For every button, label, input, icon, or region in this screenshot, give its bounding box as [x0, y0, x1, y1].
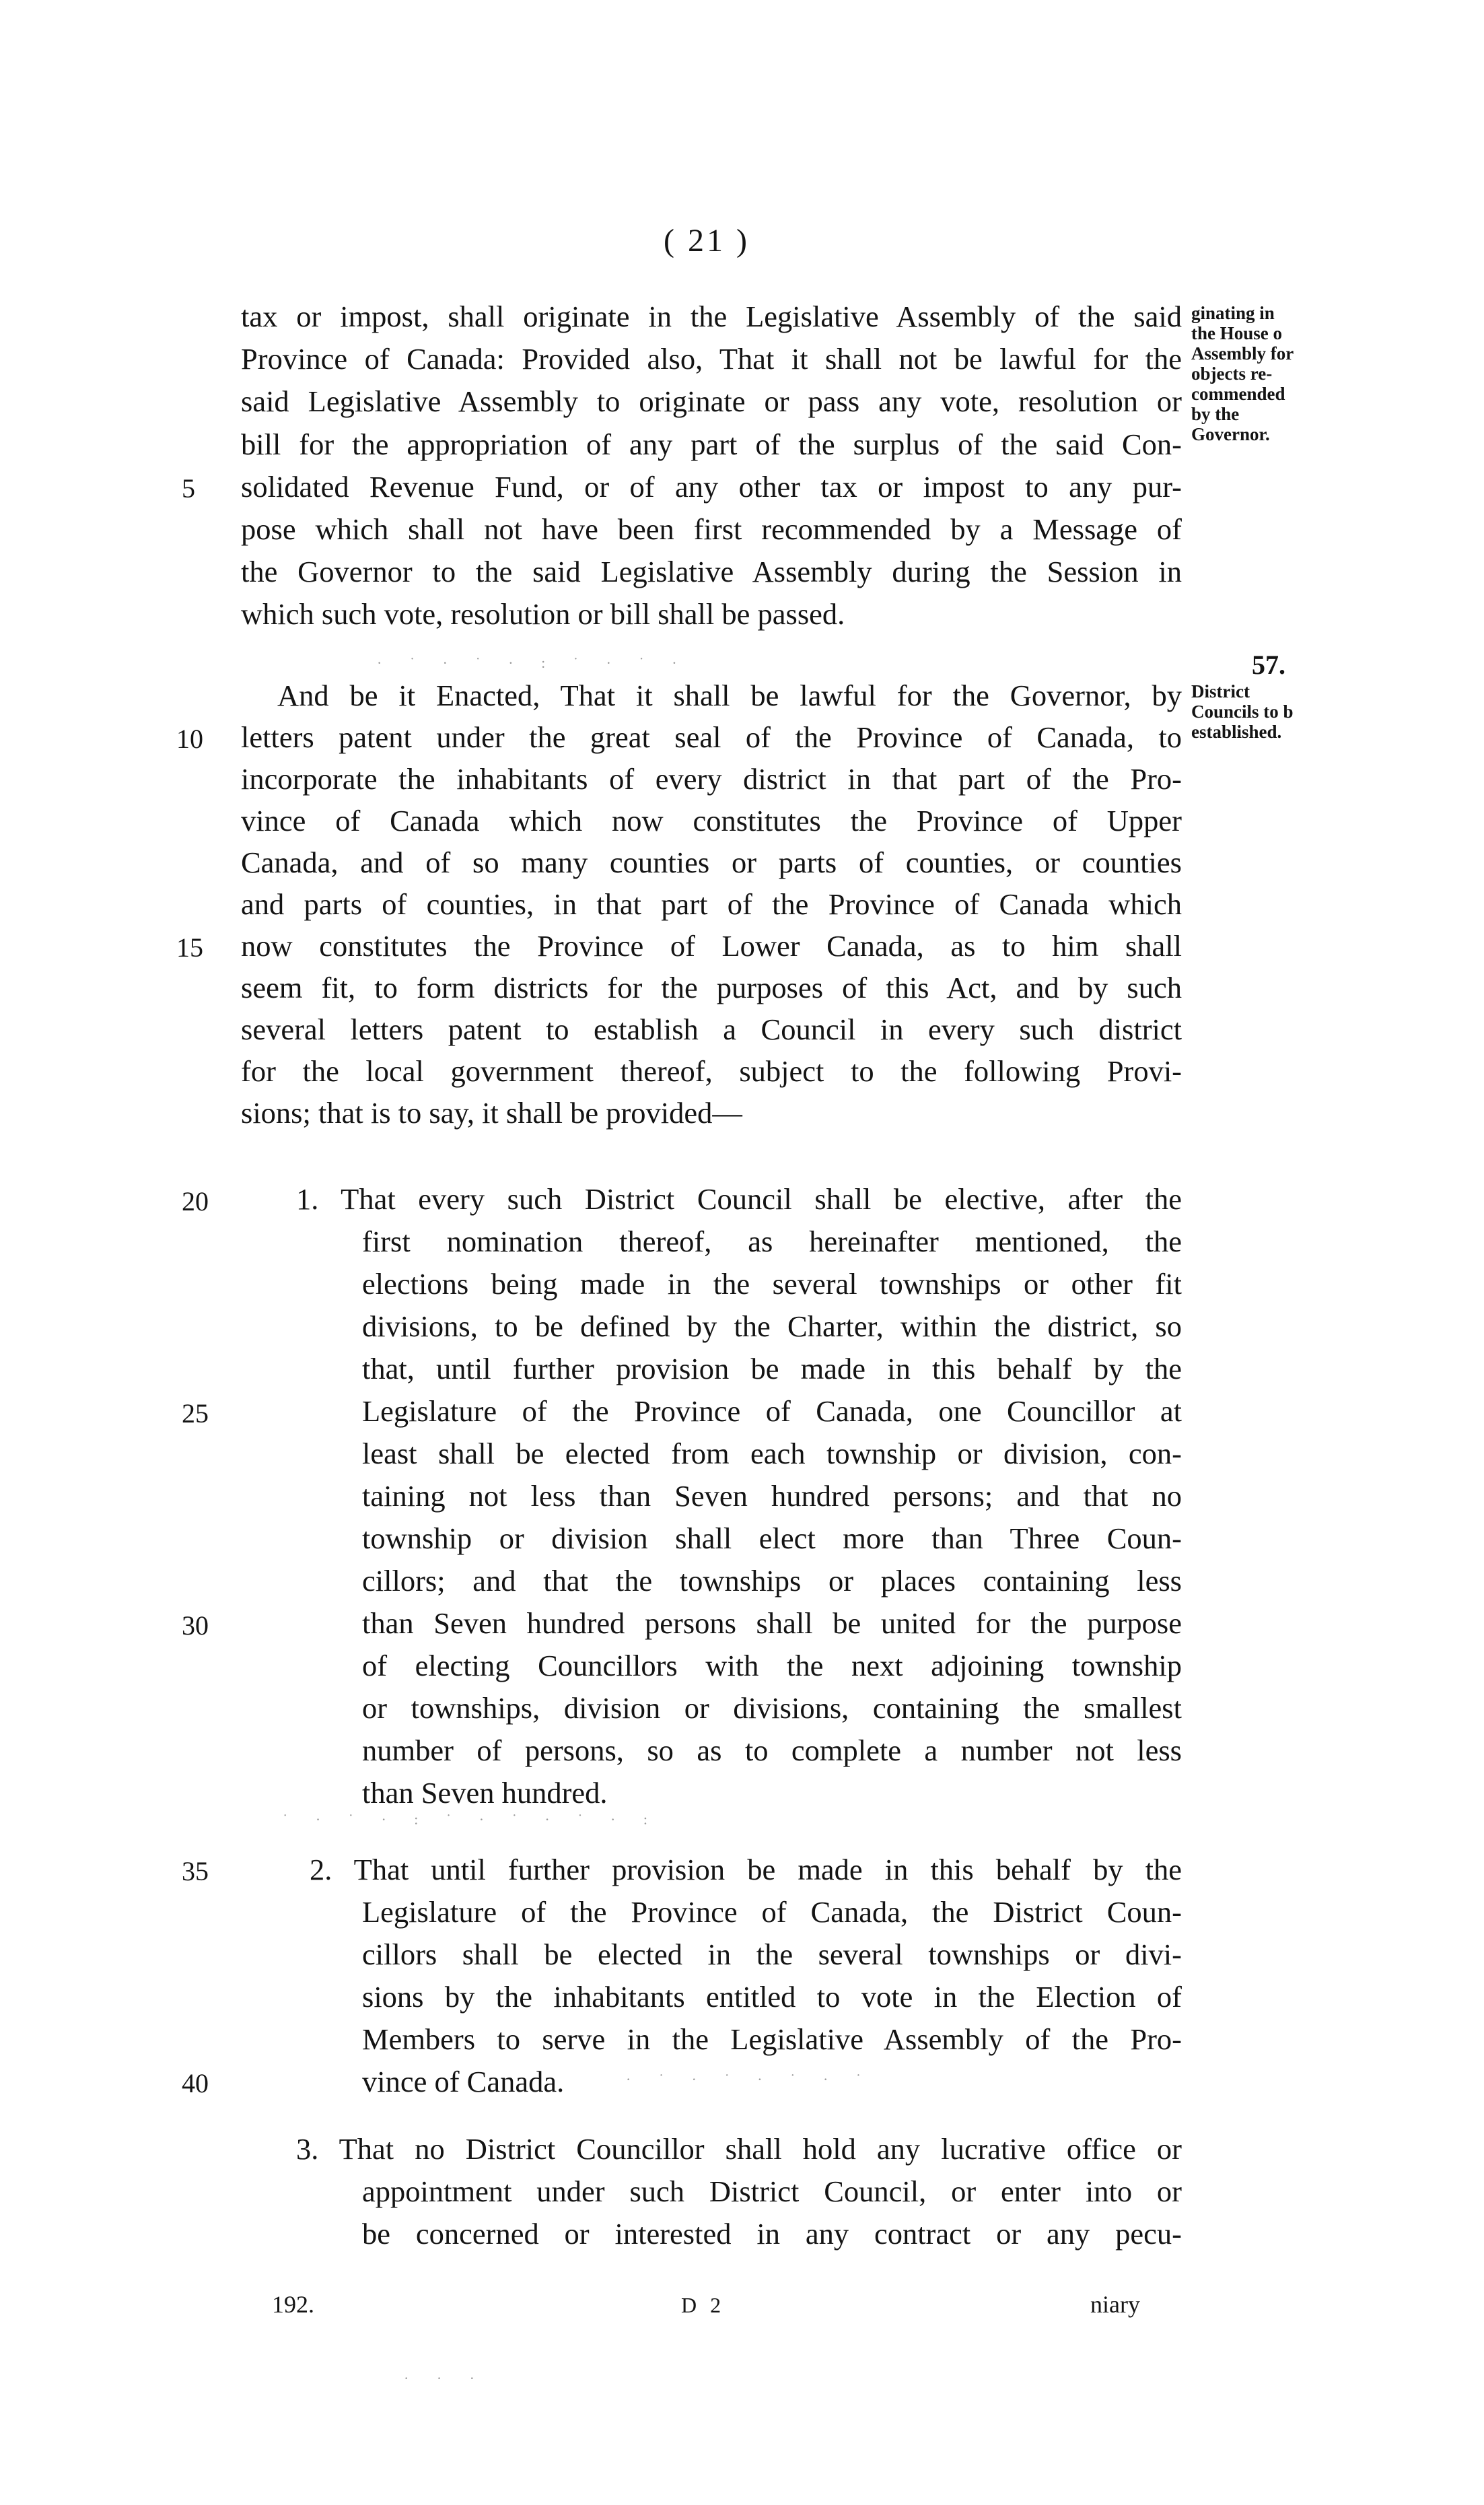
text-line: and parts of counties, in that part of the Province of Canada which — [241, 887, 1182, 921]
margin-note-line: District — [1191, 681, 1250, 701]
line-number: 20 — [182, 1186, 209, 1216]
signature-mark: 192. — [272, 2291, 314, 2318]
text-line: for the local government thereof, subject to the following Provi- — [241, 1054, 1182, 1088]
scan-noise: · ˙ · ˙ · : ˙ · ˙ · — [377, 654, 689, 671]
text-line: Province of Canada: Provided also, That it shall not be lawful for the — [241, 342, 1182, 376]
line-number: 10 — [176, 724, 203, 754]
text-line: appointment under such District Council, or enter into or — [362, 2174, 1182, 2208]
text-line: vince of Canada. — [362, 2065, 565, 2098]
margin-note-line: ginating in — [1191, 303, 1275, 323]
text-line: sions; that is to say, it shall be provided— — [241, 1096, 742, 1130]
text-line: first nomination thereof, as hereinafter mentioned, the — [362, 1225, 1182, 1258]
text-line: 2. That until further provision be made in this behalf by the — [310, 1853, 1182, 1886]
text-line: seem fit, to form districts for the purposes of this Act, and by such — [241, 971, 1182, 1004]
line-number: 15 — [176, 932, 203, 963]
margin-note-line: objects re- — [1191, 364, 1273, 384]
page-number: ( 21 ) — [664, 223, 750, 259]
line-number: 40 — [182, 2068, 209, 2098]
text-line: 3. That no District Councillor shall hold any lucrative office or — [296, 2132, 1182, 2166]
margin-note-line: commended — [1191, 384, 1285, 404]
text-line: tax or impost, shall originate in the Legislative Assembly of the said — [241, 300, 1182, 333]
margin-note — [1191, 303, 1353, 444]
margin-note-line: Governor. — [1191, 424, 1270, 444]
margin-note-line: Councils to b — [1191, 701, 1294, 722]
text-line: now constitutes the Province of Lower Canada, as to him shall — [241, 929, 1182, 963]
text-line: several letters patent to establish a Council in every such district — [241, 1013, 1182, 1046]
text-line: letters patent under the great seal of the Province of Canada, to — [241, 720, 1182, 754]
text-line: Canada, and of so many counties or parts of counties, or counties — [241, 846, 1182, 879]
text-line: that, until further provision be made in this behalf by the — [362, 1352, 1182, 1385]
text-line: taining not less than Seven hundred persons; and that no — [362, 1479, 1182, 1513]
text-line: elections being made in the several townships or other fit — [362, 1267, 1182, 1301]
line-number: 25 — [182, 1398, 209, 1429]
text-line: vince of Canada which now constitutes the Province of Upper — [241, 804, 1182, 837]
margin-note-line: the House o — [1191, 323, 1282, 343]
line-number: 5 — [182, 473, 195, 504]
text-line: township or division shall elect more than Three Coun- — [362, 1521, 1182, 1555]
margin-note-line: established. — [1191, 722, 1282, 742]
text-line: 1. That every such District Council shall be elective, after the — [296, 1182, 1182, 1216]
scan-noise: · ˙ · ˙ · ˙ · ˙ — [626, 2071, 874, 2088]
text-line: bill for the appropriation of any part of the surplus of the said Con- — [241, 427, 1182, 461]
text-line: the Governor to the said Legislative Assembly during the Session in — [241, 555, 1182, 588]
text-line: which such vote, resolution or bill shall be passed. — [241, 597, 845, 631]
text-line: incorporate the inhabitants of every district in that part of the Pro- — [241, 762, 1182, 796]
margin-note-line: Assembly for — [1191, 343, 1294, 364]
text-line: of electing Councillors with the next adjoining township — [362, 1649, 1182, 1682]
text-line: than Seven hundred persons shall be united for the purpose — [362, 1606, 1182, 1640]
text-line: solidated Revenue Fund, or of any other tax or impost to any pur- — [241, 470, 1182, 504]
margin-note-line: by the — [1191, 404, 1240, 424]
text-line: Members to serve in the Legislative Assembly of the Pro- — [362, 2022, 1182, 2056]
text-line: pose which shall not have been first recommended by a Message of — [241, 512, 1182, 546]
text-line: or townships, division or divisions, containing the smallest — [362, 1691, 1182, 1725]
text-line: number of persons, so as to complete a number not less — [362, 1734, 1182, 1767]
catchword: niary — [1090, 2291, 1140, 2318]
text-line: And be it Enacted, That it shall be lawful for the Governor, by — [277, 679, 1182, 712]
text-line: Legislature of the Province of Canada, the District Coun- — [362, 1895, 1182, 1929]
scan-noise: · · · — [404, 2370, 487, 2387]
section-number: 57. — [1252, 650, 1285, 680]
margin-note — [1191, 681, 1353, 742]
text-line: Legislature of the Province of Canada, one Councillor at — [362, 1394, 1182, 1428]
text-line: divisions, to be defined by the Charter, within the district, so — [362, 1309, 1182, 1343]
text-line: cillors; and that the townships or places containing less — [362, 1564, 1182, 1598]
text-line: sions by the inhabitants entitled to vote in the Election of — [362, 1980, 1182, 2014]
line-number: 30 — [182, 1610, 209, 1641]
text-line: said Legislative Assembly to originate or pass any vote, resolution or — [241, 384, 1182, 418]
text-line: be concerned or interested in any contract or any pecu- — [362, 2217, 1182, 2251]
gathering-mark: D 2 — [681, 2293, 726, 2317]
text-line: cillors shall be elected in the several townships or divi- — [362, 1937, 1182, 1971]
text-line: least shall be elected from each township or division, con- — [362, 1437, 1182, 1470]
scan-noise: ˙ · ˙ · : ˙ · ˙ · ˙ · : — [283, 1811, 660, 1828]
line-number: 35 — [182, 1856, 209, 1886]
text-line: than Seven hundred. — [362, 1776, 608, 1810]
